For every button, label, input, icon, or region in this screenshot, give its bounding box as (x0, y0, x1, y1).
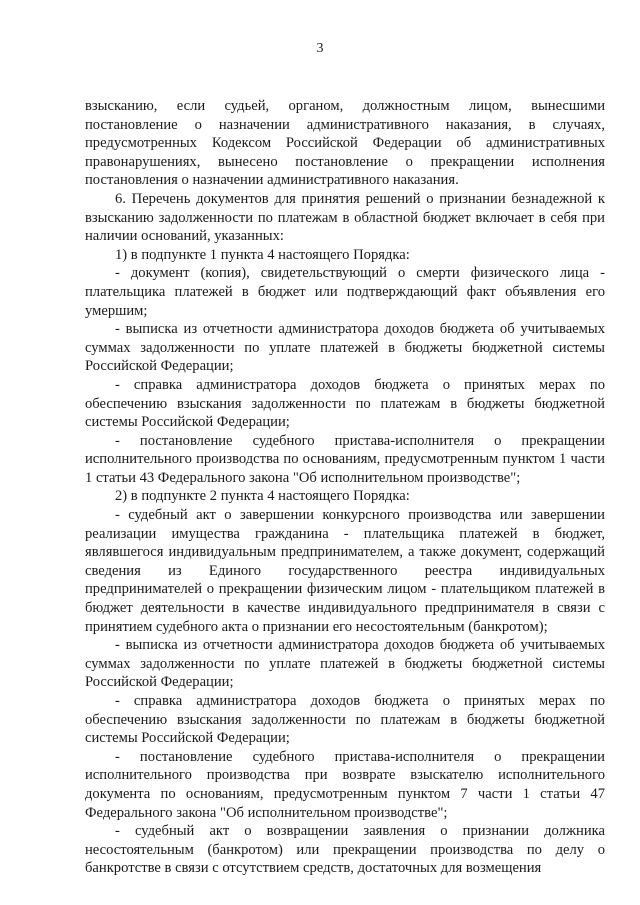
paragraph: 1) в подпункте 1 пункта 4 настоящего Порядка: (115, 246, 410, 263)
paragraph: - документ (копия), свидетельствующий о смерти физического лица - плательщика платежей в бюджет или подтверждающий факт объявления его умершим; (85, 265, 605, 319)
paragraph: взысканию, если судьей, органом, должностным лицом, вынесшими постановление о назначении административного наказания, в случаях, предусмотренных Кодексом Российской Федерации об административных правонарушениях, вынесено постановление о прекращении исполнения постановления о назначении административного наказания. (85, 98, 605, 189)
page-number: 3 (316, 41, 324, 56)
paragraph: - выписка из отчетности администратора доходов бюджета об учитываемых суммах задолженности по уплате платежей в бюджеты бюджетной системы Российской Федерации; (85, 321, 605, 375)
paragraph: - постановление судебного пристава-исполнителя о прекращении исполнительного производства по основаниям, предусмотренным пунктом 1 части 1 статьи 43 Федерального закона "Об исполнительном производстве"; (85, 432, 605, 486)
paragraph: 2) в подпункте 2 пункта 4 настоящего Порядка: (115, 488, 410, 505)
paragraph: - справка администратора доходов бюджета о принятых мерах по обеспечению взыскания задолженности по платежам в бюджеты бюджетной системы Российской Федерации; (85, 376, 605, 431)
paragraph: - постановление судебного пристава-исполнителя о прекращении исполнительного производства при возврате взыскателю исполнительного документа по основаниям, предусмотренным пунктом 7 части 1 статьи 47 Федерального закона "Об исполнительном производстве"; (85, 748, 605, 821)
document-body (85, 97, 605, 878)
paragraph: - справка администратора доходов бюджета о принятых мерах по обеспечению взыскания задолженности по платежам в бюджеты бюджетной системы Российской Федерации; (85, 693, 605, 747)
paragraph: - выписка из отчетности администратора доходов бюджета об учитываемых суммах задолженности по уплате платежей в бюджеты бюджетной системы Российской Федерации; (85, 637, 605, 691)
paragraph: - судебный акт о возвращении заявления о признании должника несостоятельным (банкротом) или прекращении производства по делу о банкротстве в связи с отсутствием средств, достаточных для возмещения (85, 823, 605, 877)
paragraph: - судебный акт о завершении конкурсного производства или завершении реализации имущества гражданина - плательщика платежей в бюджет, являвшегося индивидуальным предпринимателем, а также документ, содержащий сведения из Единого государственного реестра индивидуальных предпринимателей о прекращении физическим лицом - плательщиком платежей в бюджет деятельности в качестве индивидуального предпринимателя в связи с принятием судебного акта о признании его несостоятельным (банкротом); (85, 507, 605, 635)
paragraph: 6. Перечень документов для принятия решений о признании безнадежной к взысканию задолженности по платежам в областной бюджет включает в себя при наличии оснований, указанных: (85, 190, 605, 245)
